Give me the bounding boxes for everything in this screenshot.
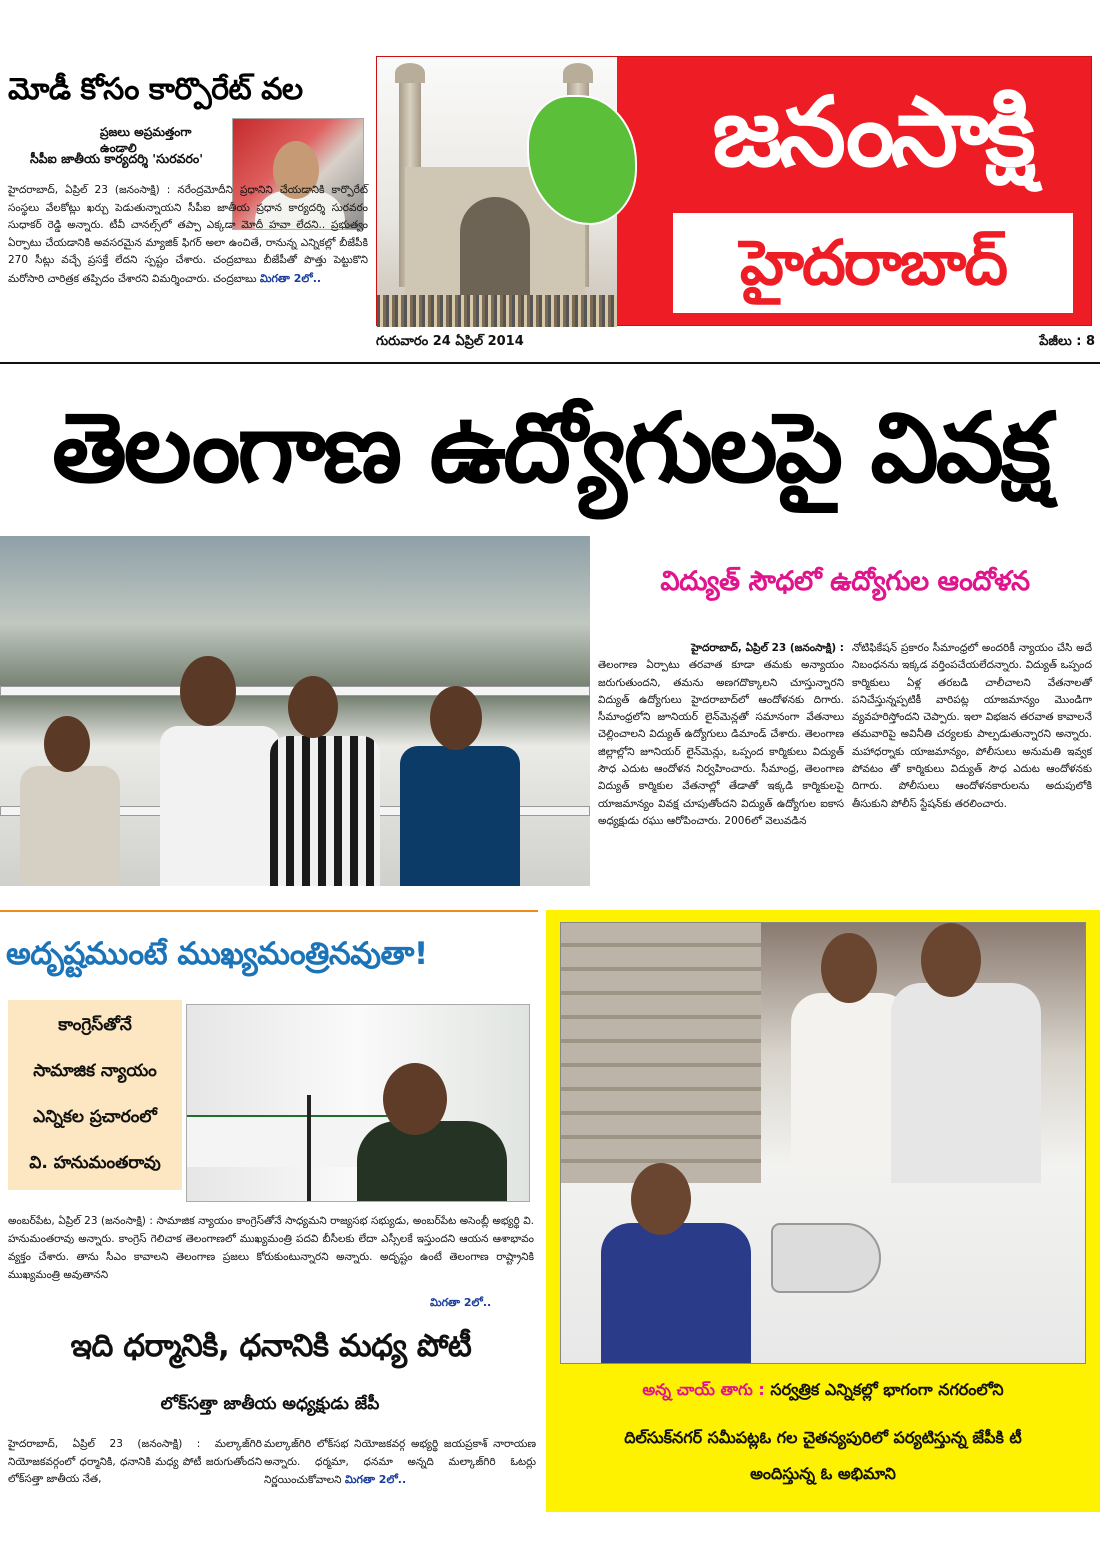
dharma-column-1: హైదరాబాద్, ఏప్రిల్ 23 (జనంసాక్షి) : మల్కాజ్‌గిరి నియోజకవర్గంలో ధర్మానికి, ధనానికి మధ్య పోటీ జరుగుతోందని లోక్‌సత్తా జాతీయ నేత,: [8, 1438, 262, 1485]
jp-tea-photo: [560, 922, 1086, 1364]
protester-head: [180, 656, 236, 726]
corporate-headline: మోడీ కోసం కార్పొరేట్ వల: [8, 72, 303, 107]
protester-head: [288, 676, 338, 738]
protester-head: [430, 686, 482, 750]
masthead-city: హైదరాబాద్: [739, 226, 1007, 299]
megaphone: [771, 1223, 881, 1293]
dharma-column-2-text: మల్కాజ్‌గిరి లోక్‌సభ నియోజకవర్గ అభ్యర్థి జయప్రకాశ్ నారాయణ అన్నారు. ధర్మమా, ధనమా అన్నది మల్కాజ్‌గిరి ఓటర్లు నిర్ణయించుకోవాలని: [264, 1438, 536, 1486]
masthead-divider: [0, 362, 1100, 364]
caption-line-1: [556, 1378, 1090, 1402]
power-headline: విద్యుత్ సౌధలో ఉద్యోగుల ఆందోళన: [660, 566, 1030, 597]
figure-head: [631, 1163, 691, 1235]
figure-head: [821, 933, 877, 1003]
protester-shirt: [20, 766, 120, 886]
speaker-vest: [357, 1121, 507, 1202]
luck-body: అంబర్‌పేట, ఏప్రిల్ 23 (జనంసాక్షి) : సామాజిక న్యాయం కాంగ్రెస్‌తోనే సాధ్యమని రాజ్యసభ సభ్యుడు, అంబర్‌పేట అసెంబ్లీ అభ్యర్థి వి. హనుమంతరావు అన్నారు. కాంగ్రెస్ గెలిచాక తెలంగాణలో ముఖ్యమంత్రి పదవి బీసీలకు లేదా ఎస్సీలకే ఇస్తుందని ఆయన ఆశాభావం వ్యక్తం చేశారు. తాను సీఎం కావాలని తెలంగాణ ప్రజలు కోరుకుంటున్నారని అన్నారు. అదృష్టం ఉంటే తెలంగాణ రాష్ట్రానికి ముఖ్యమంత్రి అవుతానని: [8, 1215, 534, 1281]
caption-text: సర్వత్రిక ఎన్నికల్లో భాగంగా నగరంలోని: [770, 1380, 1004, 1399]
section-divider: [0, 910, 538, 912]
luck-subhead-line: కాంగ్రెస్‌తోనే: [58, 1015, 132, 1035]
building-backdrop: [561, 923, 761, 1183]
corporate-subhead-2: సీపీఐ జాతీయ కార్యదర్శి 'సురవరం': [30, 151, 204, 166]
caption-lead: అన్న చాయ్ తాగు :: [642, 1380, 765, 1399]
speaker-head: [383, 1063, 447, 1135]
caption-line-2: దిల్‌సుక్‌నగర్ సమీపట్లఓ గల చైతన్యపురిలో పర్యటిస్తున్న జేపీకి టీ: [624, 1428, 1022, 1447]
dharma-headline: ఇది ధర్మానికి, ధనానికి మధ్య పోటీ: [70, 1328, 472, 1364]
main-headline: తెలంగాణ ఉద్యోగులపై వివక్ష: [51, 392, 1049, 504]
corporate-body: [8, 182, 368, 288]
masthead: [376, 56, 1092, 326]
power-column-1-text: తెలంగాణ ఏర్పాటు తరవాత కూడా తమకు అన్యాయం జరుగుతుందని, తమను అణగదొక్కాలని చూస్తున్నారని విద్యుత్ ఉద్యోగులు హైదరాబాద్‌లో ఆందోళనకు దిగారు. సీమాంధ్రలోని జూనియర్ లైన్‌మెన్లతో సమానంగా వేతనాలు చెల్లించాలని విద్యుత్ ఉద్యోగులు డిమాండ్ చేశారు. తెలంగాణ జిల్లాల్లోని జూనియర్ లైన్‌మెన్లు, ఒప్పంద కార్మికులు విద్యుత్ సౌధ ఎదుట ఆందోళన నిర్వహించారు. సీమాంధ్ర, తెలంగాణ విద్యుత్ కార్మికుల వేతనాల్లో తేడాతో ఇక్కడి కార్మికులపై యాజమాన్యం వివక్ష చూపుతోందని విద్యుత్ ఉద్యోగుల ఐకాస అధ్యక్షుడు రఘు ఆరోపించారు. 2006లో వెలువడిన: [598, 659, 844, 827]
figure-shirt: [601, 1223, 751, 1364]
crowd-strip: [377, 295, 617, 327]
masthead-city-box: [673, 213, 1073, 313]
corporate-body-text: హైదరాబాద్, ఏప్రిల్ 23 (జనంసాక్షి) : నరేంద్రమోదీని ప్రధానిని చేయడానికి కార్పొరేట్ సంస్థలు వేలకోట్లు ఖర్చు పెడుతున్నాయని సీపీఐ జాతీయ ప్రధాన కార్యదర్శి సురవరం సుధాకర్ రెడ్డి అన్నారు. టీవీ చానల్స్‌లో తప్పా ఎక్కడా మోదీ హవా లేదని.. ప్రభుత్వం ఏర్పాటు చేయడానికి అవసరమైన మ్యాజిక్ ఫిగర్ అలా ఉంచితే, రానున్న ఎన్నికల్లో బీజేపీకి 270 సీట్లు వచ్చే ప్రసక్తే లేదని స్పష్టం చేశారు. చంద్రబాబు బీజేపీతో పొత్తు పెట్టుకొని మరోసారి చారిత్రక తప్పిదం చేశారని విమర్శించారు. చంద్రబాబు: [8, 184, 368, 285]
hanumantha-rao-photo: [186, 1004, 530, 1202]
protester-shirt: [270, 736, 380, 886]
protester-head: [44, 716, 90, 772]
luck-subhead-line: ఎన్నికల ప్రచారంలో: [33, 1107, 157, 1127]
dharma-subhead: లోక్‌సత్తా జాతీయ అధ్యక్షుడు జేపీ: [160, 1394, 380, 1414]
masthead-title: జనంసాక్షి: [712, 76, 1032, 188]
luck-subhead-box: [8, 1000, 182, 1190]
dharma-more-link[interactable]: మిగతా 2లో..: [344, 1473, 407, 1486]
page-count: పేజీలు : 8: [1039, 334, 1095, 349]
figure-shirt: [891, 983, 1041, 1183]
power-dateline: హైదరాబాద్, ఏప్రిల్ 23 (జనంసాక్షి) :: [691, 642, 844, 654]
dharma-column-2: [264, 1436, 536, 1490]
power-column-1: [598, 640, 844, 830]
protest-photo: [0, 536, 590, 886]
corporate-subhead-1: ప్రజలు అప్రమత్తంగా ఉండాలి: [100, 125, 192, 155]
corporate-more-link[interactable]: మిగతా 2లో..: [259, 271, 322, 285]
caption-line-3: అందిస్తున్న ఓ అభిమాని: [750, 1464, 896, 1483]
protester-shirt: [400, 746, 520, 886]
protester-shirt: [160, 726, 280, 886]
photo-caption-box: [546, 910, 1100, 1512]
luck-more-link[interactable]: మిగతా 2లో..: [430, 1296, 492, 1309]
luck-subhead-line: సామాజిక న్యాయం: [33, 1061, 157, 1081]
charminar-arch: [460, 197, 530, 297]
luck-headline: అదృష్టముంటే ముఖ్యమంత్రినవుతా!: [6, 936, 428, 972]
figure-head: [921, 923, 981, 997]
power-column-2: నోటిఫికేషన్ ప్రకారం సీమాంధ్రలో అందరికీ న్యాయం చేసి అదే నిబంధనను ఇక్కడ వర్తింపచేయలేదన్నారు. విద్యుత్ ఒప్పంద కార్మికులు ఏళ్ల తరబడి చాలీచాలని వేతనాలతో పనిచేస్తున్నప్పటికీ వారిపట్ల యాజమాన్యం మొండిగా వ్యవహరిస్తోందని చెప్పారు. ఇలా విభజన తరవాత కావాలనే తమవారిపై అవినీతి చర్యలకు పాల్పడుతున్నారని అన్నారు. మహాధర్నాకు యాజమాన్యం, పోలీసులు అనుమతి ఇవ్వక పోవటం తో కార్మికులు విద్యుత్ సౌధ ఎదుట ఆందోళనకు దిగారు. పోలీసులు ఆందోళనకారులను అదుపులోకి తీసుకుని పోలీస్ స్టేషన్‌కు తరలించారు.: [852, 642, 1092, 810]
microphone-stand: [307, 1095, 311, 1202]
luck-subhead-line: వి. హనుమంతరావు: [29, 1153, 161, 1173]
issue-date: గురువారం 24 ఏప్రిల్ 2014: [376, 334, 524, 349]
